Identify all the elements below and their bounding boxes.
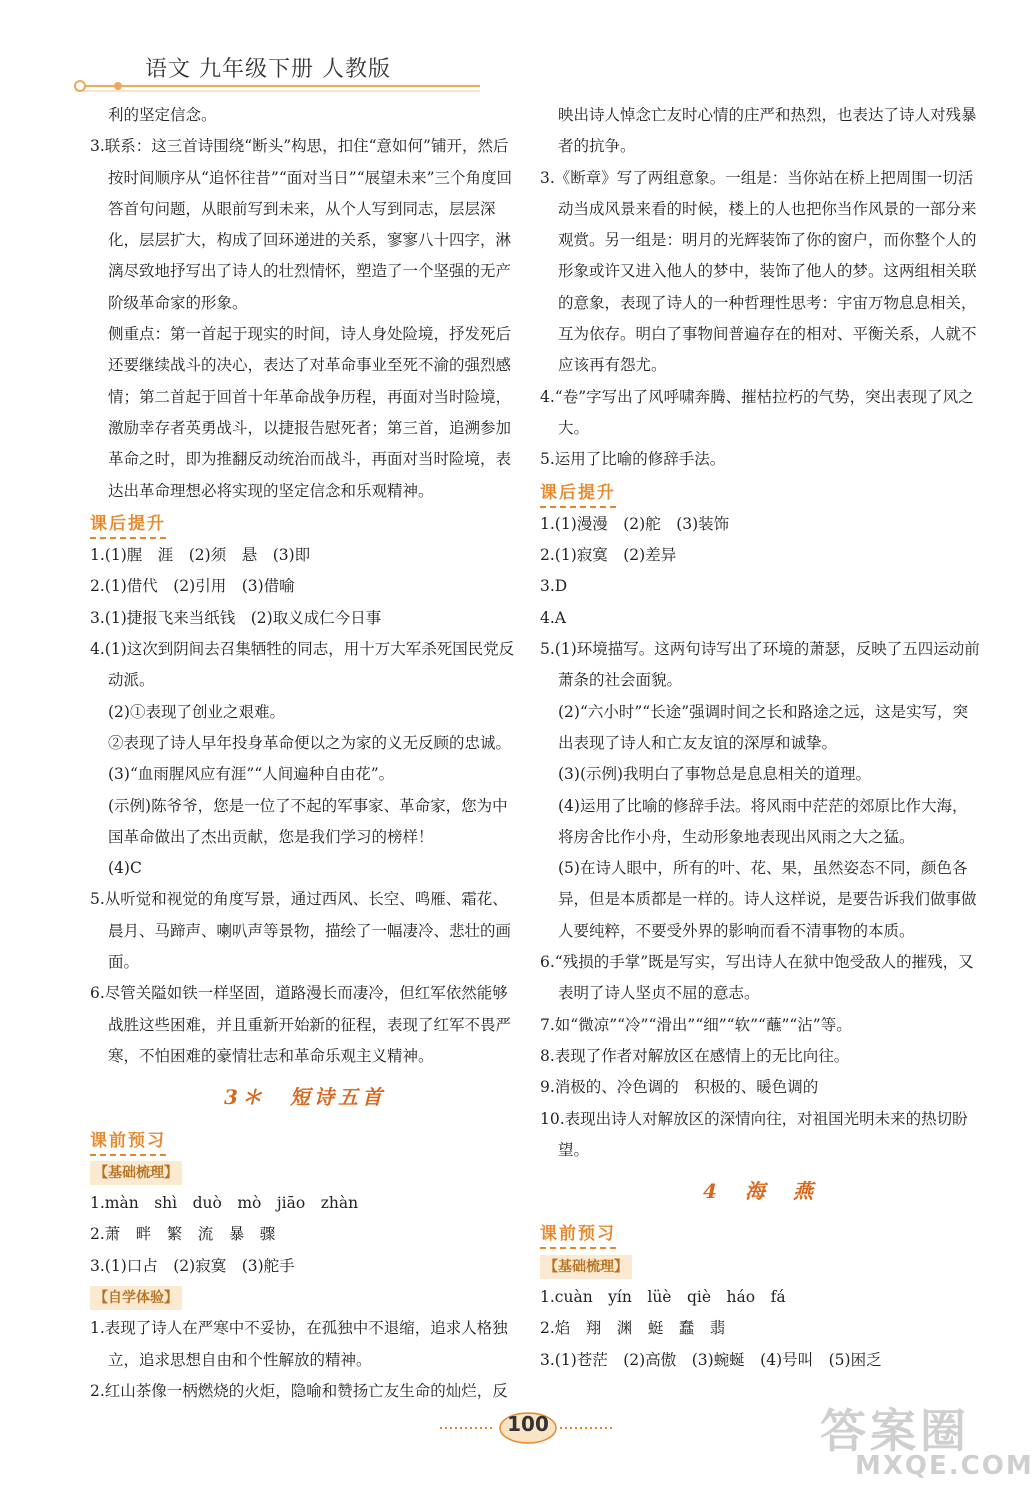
header-title: 语文 九年级下册 人教版 [145,57,391,82]
section-tag: 课后提升 [90,511,166,539]
section-tag: 课前预习 [90,1128,166,1156]
watermark [820,1395,1034,1481]
section-tag: 课后提升 [540,480,616,508]
section-tag: 课前预习 [540,1221,616,1249]
answer-text: (3)“血雨腥风应有涯”“人间遍种自由花”。 [108,765,395,784]
answer-text: 2.萧 畔 繁 流 暴 骤 [90,1225,276,1244]
answer-text: 3.(1)口占 (2)寂寞 (3)舵手 [90,1256,295,1275]
answer-text: 3.《断章》写了两组意象。一组是：当你站在桥上把周围一切活动当成风景来看的时候，楼上的人也把你当作风景的一部分来观赏。另一组是：明月的光辉装饰了你的窗户，而你整个人的形象或许又进入他人的梦中，装饰了他人的梦。这两组相关联的意象，表现了诗人的一种哲理性思考：宇宙万物息息相关，互为依存。明白了事物间普遍存在的相对、平衡关系，人就不应该再有怨尤。 [540,168,977,375]
answer-text: 3.联系：这三首诗围绕“断头”构思，扣住“意如何”铺开，然后按时间顺序从“追怀往昔”“面对当日”“展望未来”三个角度回答首句问题，从眼前写到未来，从个人写到同志，层层深化，层层扩大，构成了回环递进的关系，寥寥八十四字，淋漓尽致地抒写出了诗人的壮烈情怀，塑造了一个坚强的无产阶级革命家的形象。 [90,137,513,312]
answer-text: 1.(1)漫漫 (2)舵 (3)装饰 [540,514,730,533]
answer-text: 2.(1)寂寞 (2)差异 [540,546,677,565]
answer-text: 4.“卷”字写出了风呼啸奔腾、摧枯拉朽的气势，突出表现了风之大。 [540,387,974,437]
lesson-title: 4 海 燕 [703,1179,817,1204]
answer-text: (示例)陈爷爷，您是一位了不起的军事家、革命家，您为中国革命做出了杰出贡献，您是我们学习的榜样！ [108,796,508,846]
answer-text: (5)在诗人眼中，所有的叶、花、果，虽然姿态不同，颜色各异，但是本质都是一样的。诗人这样说，是要告诉我们做事做人要纯粹，不要受外界的影响而看不清事物的本质。 [558,859,977,940]
answer-text: 3.(1)捷报飞来当纸钱 (2)取义成仁今日事 [90,608,382,627]
answer-text: 4.(1)这次到阴间去召集牺牲的同志，用十万大军杀死国民党反动派。 [90,640,515,690]
answer-text: ②表现了诗人早年投身革命便以之为家的义无反顾的忠诚。 [108,733,512,752]
watermark-url: MXQE.COM [855,1451,1034,1481]
subsection-tag: 【自学体验】 [90,1286,182,1310]
answer-text: 5.从听觉和视觉的角度写景，通过西风、长空、鸣雁、霜花、晨月、马蹄声、喇叭声等景物，描绘了一幅凄冷、悲壮的画面。 [90,890,512,972]
answer-text: 映出诗人悼念亡友时心情的庄严和热烈，也表达了诗人对残暴者的抗争。 [558,106,977,156]
answer-text: 7.如“微凉”“冷”“滑出”“细”“软”“蘸”“沾”等。 [540,1015,852,1034]
answer-text: (2)“六小时”“长途”强调时间之长和路途之远，这是实写，突出表现了诗人和亡友友谊的深厚和诚挚。 [558,702,969,752]
answer-text: 侧重点：第一首起于现实的时间，诗人身处险境，抒发死后还要继续战斗的决心，表达了对革命事业至死不渝的强烈感情；第二首起于回首十年革命战争历程，再面对当时险境，激励幸存者英勇战斗，以捷报告慰死者；第三首，追溯参加革命之时，即为推翻反动统治而战斗，再面对当时险境，表达出革命理想必将实现的坚定信念和乐观精神。 [108,325,512,500]
header-decoration [0,0,1000,100]
subsection-tag: 【基础梳理】 [90,1161,182,1185]
answer-text: (4)运用了比喻的修辞手法。将风雨中茫茫的郊原比作大海，将房舍比作小舟，生动形象地表现出风雨之大之猛。 [558,796,968,846]
answer-text: 4.A [540,608,566,627]
answer-text: 2.(1)借代 (2)引用 (3)借喻 [90,577,295,596]
subsection-tag: 【基础梳理】 [540,1255,632,1279]
answer-text: 6.尽管关隘如铁一样坚固，道路漫长而凄冷，但红军依然能够战胜这些困难，并且重新开始新的征程，表现了红军不畏严寒，不怕困难的豪情壮志和革命乐观主义精神。 [90,984,512,1065]
answer-text: 6.“残损的手掌”既是写实，写出诗人在狱中饱受敌人的摧残，又表明了诗人坚贞不屈的意志。 [540,953,974,1003]
answer-text: 1.表现了诗人在严寒中不妥协，在孤独中不退缩，追求人格独立，追求思想自由和个性解放的精神。 [90,1319,508,1369]
answer-text: (3)(示例)我明白了事物总是息息相关的道理。 [558,765,872,784]
lesson-title: 3＊ 短诗五首 [224,1085,386,1110]
answer-text: 利的坚定信念。 [108,106,217,124]
answer-text: 2.焰 翔 渊 蜓 蠢 翡 [540,1319,726,1338]
watermark-logo: 答案圈 [820,1404,970,1458]
answer-text: 3.D [540,577,568,596]
answer-text: 1.cuàn yín lüè qiè háo fá [540,1287,786,1306]
answer-text: 5.(1)环境描写。这两句诗写出了环境的萧瑟，反映了五四运动前萧条的社会面貌。 [540,640,980,690]
answer-text: 5.运用了比喻的修辞手法。 [540,450,726,469]
page-header [0,0,1000,100]
answer-text: (4)C [108,859,142,878]
left-column [90,100,520,1407]
answer-text: (2)①表现了创业之艰难。 [108,702,285,721]
answer-text: 2.红山茶像一柄燃烧的火炬，隐喻和赞扬亡友生命的灿烂，反 [90,1381,508,1400]
answer-text: 10.表现出诗人对解放区的深情向往，对祖国光明未来的热切盼望。 [540,1109,968,1159]
answer-text: 1.(1)腥 涯 (2)须 悬 (3)即 [90,546,311,565]
answer-text: 9.消极的、冷色调的 积极的、暖色调的 [540,1078,819,1097]
answer-text: 8.表现了作者对解放区在感情上的无比向往。 [540,1046,850,1065]
page-number: 100 [507,1412,549,1436]
answer-text: 3.(1)苍茫 (2)高傲 (3)蜿蜒 (4)号叫 (5)困乏 [540,1350,882,1369]
answer-text: 1.màn shì duò mò jiāo zhàn [90,1194,359,1213]
right-column [540,100,980,1376]
